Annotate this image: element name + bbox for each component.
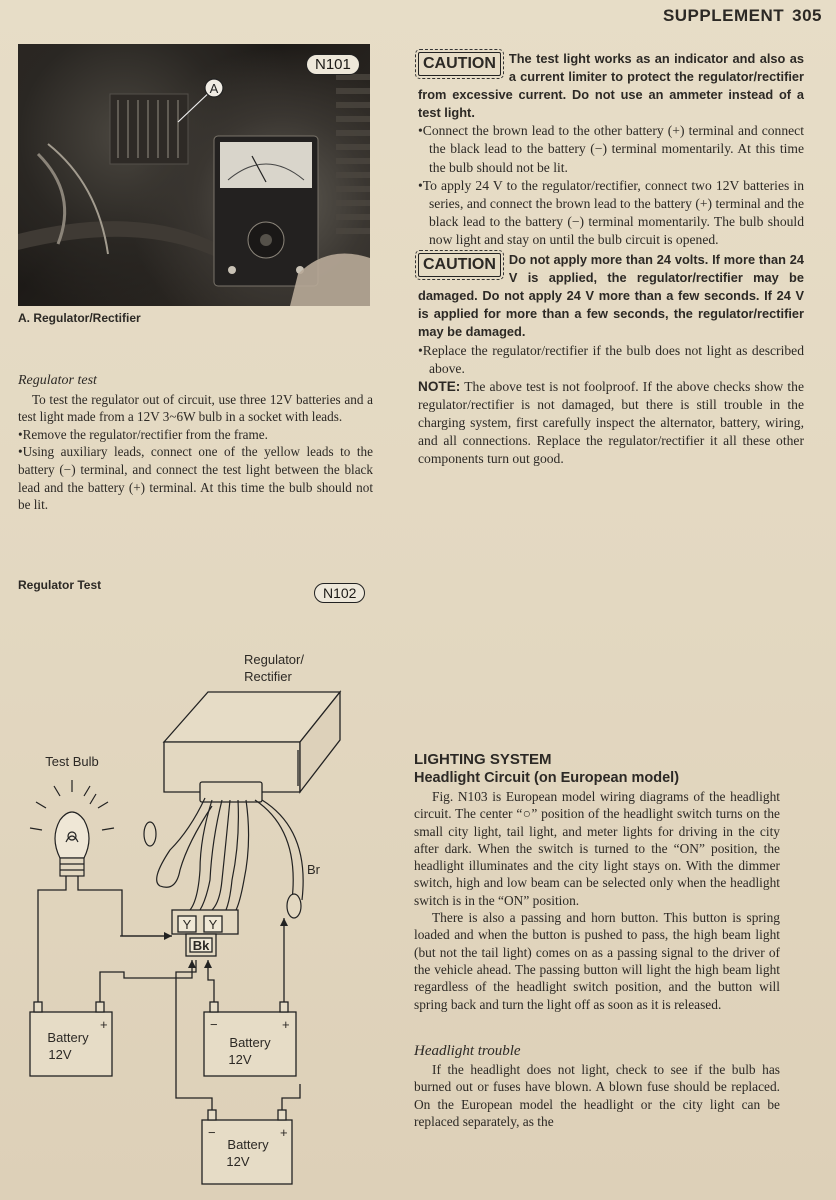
- regulator-test-bullet: •Remove the regulator/rectifier from the frame.: [18, 426, 268, 442]
- brown-lead-label: Br: [307, 862, 320, 877]
- instruction-bullet: •Connect the brown lead to the other battery (+) terminal and connect the black lead to the battery (−) terminal momentarily. At this time the bulb should not be lit.: [418, 123, 804, 175]
- black-lead-label: Bk: [192, 938, 210, 953]
- figure-tag-n101: N101: [306, 54, 360, 75]
- battery-label: Battery: [229, 1035, 271, 1050]
- battery-label: Battery: [227, 1137, 269, 1152]
- yellow-lead-label: Y: [208, 917, 218, 932]
- test-bulb-icon: [30, 780, 114, 876]
- callout-letter: A: [209, 81, 219, 96]
- battery-voltage: 12V: [48, 1047, 72, 1062]
- battery-voltage: 12V: [226, 1154, 250, 1169]
- regulator-test-heading: Regulator test: [18, 373, 97, 388]
- regulator-label: Regulator/: [244, 652, 304, 667]
- battery-minus: −: [208, 1125, 216, 1140]
- note-paragraph: [418, 378, 804, 468]
- lighting-para: Fig. N103 is European model wiring diagrams of the headlight circuit. The center “○” position of the headlight switch turns on the small city light, tail light, and meter lights for driving in the city after dark. When the switch is turned to the “ON” position, the headlight illuminates and the city light stays on. With the dimmer switch, high and low beam can be selected only when the headlight switch is in the “ON” position.: [414, 789, 780, 908]
- right-column: [418, 50, 804, 468]
- figure-tag-n102: N102: [314, 583, 365, 603]
- note-label: NOTE:: [418, 378, 461, 394]
- instruction-bullet: •To apply 24 V to the regulator/rectifier, connect two 12V batteries in series, and connect the brown lead to the battery (+) terminal and the black lead to the battery (−) terminal momentarily. The bulb should now light and stay on until the bulb circuit is opened.: [418, 177, 804, 247]
- yellow-lead-label: Y: [182, 917, 192, 932]
- instruction-bullet: •Replace the regulator/rectifier if the bulb does not light as described above.: [418, 342, 804, 376]
- lighting-title: LIGHTING SYSTEM: [414, 751, 552, 768]
- lighting-para: If the headlight does not light, check to see if the bulb has burned out or fuses have blown. A blown fuse should be replaced. On the European model the headlight or the city light can be replaced separately, as the: [414, 1062, 780, 1130]
- figure2-caption: Regulator Test: [18, 578, 102, 592]
- page-header: [663, 6, 822, 26]
- battery-voltage: 12V: [228, 1052, 252, 1067]
- lighting-para: There is also a passing and horn button. This button is spring loaded and when the button is pushed to pass, the high beam light (but not the tail light) comes on as a passing signal to the driver of the vehicle ahead. The passing button will light the high beam light regardless of the headlight switch position, and the button will spring back and turn the light off as soon as it is released.: [414, 910, 780, 1012]
- regulator-test-section: [18, 372, 373, 514]
- battery-label: Battery: [47, 1030, 89, 1045]
- regulator-test-bullet: •Using auxiliary leads, connect one of the yellow leads to the battery (−) terminal, and connect the test light between the black lead and the battery (+) terminal. At this time the bulb should not be lit.: [18, 444, 373, 513]
- headlight-circuit-title: Headlight Circuit (on European model): [414, 770, 680, 786]
- caution-text: Do not apply more than 24 volts. If more than 24 V is applied, the regulator/rectifier may be damaged. Do not apply 24 V more than a few seconds. If 24 V is applied for more than a few seconds, the regulator/rectifier may be damaged.: [418, 252, 804, 340]
- battery-minus: −: [210, 1017, 218, 1032]
- battery-plus: +: [280, 1125, 288, 1140]
- page-number: 305: [792, 6, 822, 25]
- caution-box: CAUTION: [418, 52, 501, 76]
- caution-box: CAUTION: [418, 253, 501, 277]
- battery-plus: +: [100, 1017, 108, 1032]
- regulator-test-para: To test the regulator out of circuit, use three 12V batteries and a test light made from a 12V 3~6W bulb in a socket with leads.: [18, 391, 373, 425]
- photo-illustration: [18, 44, 370, 306]
- photo-caption: A. Regulator/Rectifier: [18, 311, 141, 325]
- section-title: SUPPLEMENT: [662, 6, 785, 25]
- note-text: The above test is not foolproof. If the above checks show the regulator/rectifier is not damaged, but there is still trouble in the charging system, first carefully inspect the alternator, battery, wiring, and all connections. Replace the regulator/rectifier it all these other components turn out good.: [418, 378, 804, 467]
- regulator-test-diagram: [0, 580, 410, 1190]
- test-bulb-label: Test Bulb: [45, 754, 99, 769]
- battery-plus: +: [282, 1017, 290, 1032]
- caution-text: The test light works as an indicator and also as a current limiter to protect the regulator/rectifier from excessive current. Do not use an ammeter instead of a test light.: [418, 51, 804, 121]
- lighting-section: [414, 751, 780, 1130]
- regulator-photo: [18, 44, 370, 306]
- regulator-label: Rectifier: [244, 669, 292, 684]
- headlight-trouble-heading: Headlight trouble: [414, 1042, 521, 1059]
